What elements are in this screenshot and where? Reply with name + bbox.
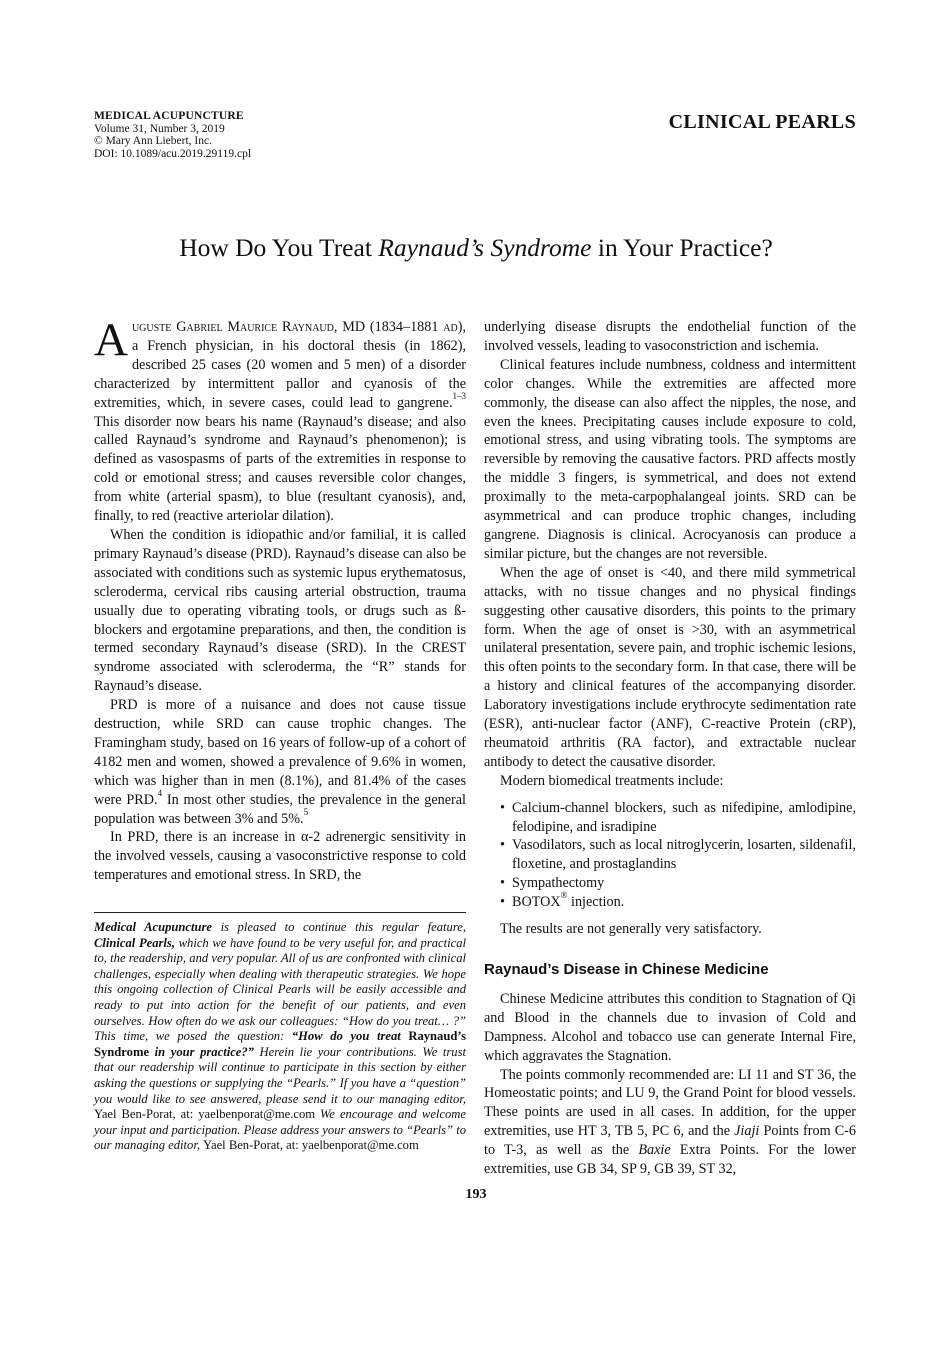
paragraph-prevalence: PRD is more of a nuisance and does not cause tissue destruction, while SRD can cause trophic changes. The Framingham study, based on 16 years of follow-up of a cohort of 4182 men and women, showed a prevalence of 9.6% in women, which was higher than in men (8.1%), and 81.4% of the cases were PRD.$^4$ In most other studies, the prevalence in the general population was between 3% and 5%.$^5$ <box>94 697 466 827</box>
editor-footnote: Medical Acupuncture is pleased to continue this regular feature, Clinical Pearls, which we have found to be very useful for, and practical to, the readership, and very popular. All of us are confronted with clinical challenges, especially when dealing with therapeutic strategies. We hope this ongoing collection of Clinical Pearls will be easily accessible and ready to put into action for the benefit of our patients, and even ourselves. How often do we ask our colleagues: “How do you treat… ?” This time, we posed the question: “How do you treat Raynaud’s Syndrome in your practice?” Herein lie your contributions. We trust that our readership will continue to participate in this section by either asking the questions or supplying the “Pearls.” If you have a “question” you would like to see answered, please send it to our managing editor, Yael Ben-Porat, at: yaelbenporat@me.com We encourage and welcome your input and participation. Please address your answers to “Pearls” to our managing editor, Yael Ben-Porat, at: yaelbenporat@me.com <box>94 920 466 1153</box>
raynaud-name: uguste Gabriel Maurice Raynaud <box>131 319 334 335</box>
section-label: CLINICAL PEARLS <box>668 111 856 133</box>
paragraph-chinese-medicine: Chinese Medicine attributes this condition to Stagnation of Qi and Blood in the channels due to invasion of Cold and Dampness. Alcohol and tobacco use can generate Internal Fire, which aggravates the Stagnation. <box>484 990 856 1064</box>
journal-doi: DOI: 10.1089/acu.2019.29119.cpl <box>94 147 252 160</box>
right-column <box>484 318 856 1179</box>
list-item: • BOTOX® injection. <box>484 893 856 912</box>
treatment-list <box>484 799 856 912</box>
paragraph-intro: Auguste Gabriel Maurice Raynaud, MD (1834–1881 ad), a French physician, in his doctoral thesis (in 1862), described 25 cases (20 women and 5 men) of a disorder characterized by intermittent pallor and cyanosis of the extremities, which, in severe cases, could lead to gangrene.$^{1-3}$ This disorder now bears his name (Raynaud’s disease; and also called Raynaud’s syndrome and Raynaud’s phenomenon); is defined as vasospasms of parts of the extremities in response to cold or emotional stress; and causes reversible color changes, from white (arterial spasm), to blue (resultant cyanosis), and, finally, to red (reactive arteriolar dilation). <box>94 314 466 525</box>
citation-5: 5 <box>303 806 309 817</box>
citation-4: 4 <box>157 787 163 798</box>
title-part-3: in Your Practice? <box>591 233 773 262</box>
drop-cap: A <box>94 314 128 366</box>
section-heading: Raynaud’s Disease in Chinese Medicine <box>484 961 769 978</box>
journal-volume: Volume 31, Number 3, 2019 <box>94 122 225 135</box>
paragraph-continued: underlying disease disrupts the endothelial function of the involved vessels, leading to vasoconstriction and ischemia. <box>484 319 856 354</box>
editor-email-1: Yael Ben-Porat, at: yaelbenporat@me.com <box>94 1107 316 1122</box>
paragraph-clinical-features: Clinical features include numbness, coldness and intermittent color changes. While the extremities are affected more commonly, the disease can also affect the nipples, the nose, and even the knees. Precipitating causes include exposure to cold, emotional stress, and using vibrating tools. The symptoms are reversible by removing the causative factors. PRD affects mostly the middle 3 fingers, is symmetrical, and does not extend proximally to the meta-carpophalangeal joints. SRD can be asymmetrical and can produce trophic changes, including gangrene. Diagnosis is clinical. Acrocyanosis can produce a similar picture, but the changes are not reversible. <box>484 356 856 562</box>
paragraph-points: The points commonly recommended are: LI 11 and ST 36, the Homeostatic points; and LU 9, the Grand Point for blood vessels. These points are used in all cases. In addition, for the upper extremities, use HT 3, TB 5, PC 6, and the Jiaji Points from C-6 to T-3, as well as the Baxie Extra Points. For the lower extremities, use GB 34, SP 9, GB 39, ST 32, <box>484 1066 856 1178</box>
journal-copyright: © Mary Ann Liebert, Inc. <box>94 135 212 148</box>
title-part-1: How Do You Treat <box>179 233 379 262</box>
left-column <box>94 314 466 885</box>
editor-email-2: Yael Ben-Porat, at: yaelbenporat@me.com <box>203 1138 419 1153</box>
list-item: • Sympathectomy <box>484 874 856 893</box>
citation-1-3: 1–3 <box>452 390 466 401</box>
paragraph-treatments-intro: Modern biomedical treatments include: <box>500 772 724 789</box>
page-number: 193 <box>465 1187 487 1202</box>
journal-info <box>94 110 251 160</box>
journal-name: MEDICAL ACUPUNCTURE <box>94 110 244 122</box>
paragraph-onset: When the age of onset is <40, and there mild symmetrical attacks, with no tissue changes and no physical findings suggesting other causative disorders, this points to the primary form. When the age of onset is >30, with an asymmetrical unilateral presentation, severe pain, and trophic ischemic lesions, this often points to the secondary form. In that case, there will be a history and clinical features of the accompanying disorder. Laboratory investigations include erythrocyte sedimentation rate (ESR), anti-nuclear factor (ANF), C-reactive Protein (cRP), rheumatoid arthritis (RA factor), and extractable nuclear antibody to detect the causative disorder. <box>484 564 856 770</box>
paragraph-pathophysiology: In PRD, there is an increase in α-2 adrenergic sensitivity in the involved vessels, causing a vasoconstrictive response to cold temperatures and emotional stress. In SRD, the <box>94 829 466 884</box>
list-item: • Vasodilators, such as local nitroglycerin, losarten, sildenafil, floxetine, and prostaglandins <box>484 836 856 874</box>
paragraph-primary-secondary: When the condition is idiopathic and/or familial, it is called primary Raynaud’s disease (PRD). Raynaud’s disease can also be associated with conditions such as systemic lupus erythematosus, scleroderma, cervical ribs causing arterial obstruction, trauma usually due to operating vibrating tools, or drugs such as ß-blockers and ergotamine preparations, and then, the condition is termed secondary Raynaud’s disease (SRD). In the CREST syndrome associated with scleroderma, the “R” stands for Raynaud’s disease. <box>94 526 466 695</box>
paragraph-results: The results are not generally very satisfactory. <box>500 921 762 938</box>
list-item: • Calcium-channel blockers, such as nifedipine, amlodipine, felodipine, and isradipine <box>484 799 856 837</box>
article-title <box>0 233 952 263</box>
footnote-divider <box>94 912 466 913</box>
title-part-2: Raynaud’s Syndrome <box>378 233 592 262</box>
